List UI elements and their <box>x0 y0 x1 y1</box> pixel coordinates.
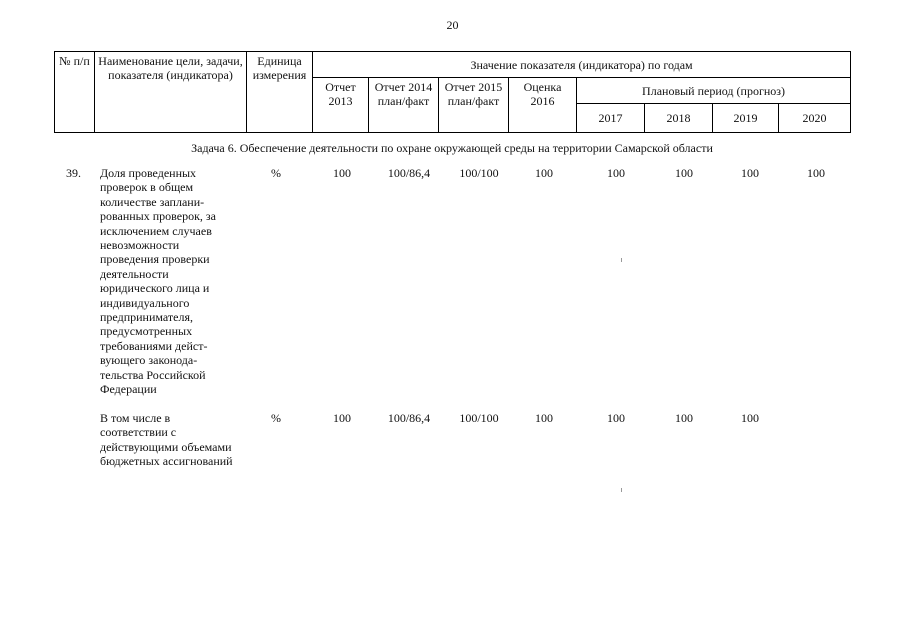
value-2018: 100 <box>675 411 693 425</box>
value-2019: 100 <box>741 166 759 180</box>
value-2014: 100/86,4 <box>387 411 431 425</box>
page-number: 20 <box>446 18 459 32</box>
value-2018: 100 <box>675 166 693 180</box>
scan-speck <box>621 488 622 492</box>
header-report-2015: Отчет 2015 план/факт <box>439 78 509 133</box>
indicator-unit: % <box>271 166 281 180</box>
header-name: Наименование цели, задачи, показателя (индикатора) <box>95 52 247 133</box>
header-estimate-2016: Оценка 2016 <box>509 78 577 133</box>
header-unit: Единица измерения <box>247 52 313 133</box>
indicator-name: В том числе в соответствии с действующими объемами бюджетных ассигнований <box>100 411 233 469</box>
header-num: № п/п <box>55 52 95 133</box>
value-2020: 100 <box>807 166 825 180</box>
indicator-unit: % <box>271 411 281 425</box>
value-2013: 100 <box>333 411 351 425</box>
value-2015: 100/100 <box>459 166 499 180</box>
header-values-title: Значение показателя (индикатора) по годам <box>313 52 851 78</box>
indicator-name: Доля проведенных проверок в общем количестве заплани- рованных проверок, за исключением случаев невозможности проведения проверки деятельности юридического лица и индивидуального предпринимателя, предусмотренных требованиями дейст- вующего законода- тельства Российской Федерации <box>100 166 216 397</box>
value-2017: 100 <box>607 166 625 180</box>
header-year-2017: 2017 <box>577 104 645 133</box>
header-report-2013: Отчет 2013 <box>313 78 369 133</box>
task-title: Задача 6. Обеспечение деятельности по охране окружающей среды на территории Самарской области <box>191 141 713 155</box>
value-2019: 100 <box>741 411 759 425</box>
header-year-2018: 2018 <box>645 104 713 133</box>
value-2014: 100/86,4 <box>387 166 431 180</box>
header-year-2019: 2019 <box>713 104 779 133</box>
scan-speck <box>621 258 622 262</box>
value-2015: 100/100 <box>459 411 499 425</box>
header-planned-period: Плановый период (прогноз) <box>577 78 851 104</box>
header-report-2014: Отчет 2014 план/факт <box>369 78 439 133</box>
value-2016: 100 <box>535 166 553 180</box>
value-2016: 100 <box>535 411 553 425</box>
row-number: 39. <box>66 166 81 180</box>
value-2017: 100 <box>607 411 625 425</box>
value-2013: 100 <box>333 166 351 180</box>
indicator-table-header <box>54 51 851 133</box>
header-year-2020: 2020 <box>779 104 851 133</box>
